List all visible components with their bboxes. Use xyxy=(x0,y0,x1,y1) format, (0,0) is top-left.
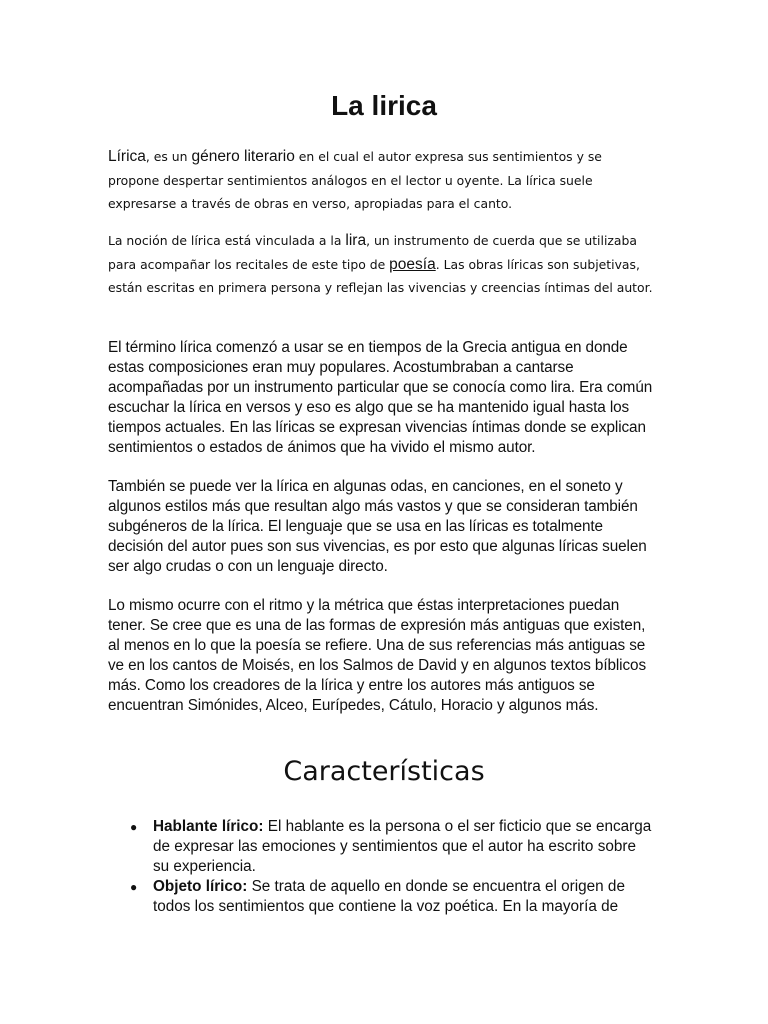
bullet-icon: ● xyxy=(130,820,138,834)
paragraph-origen: El término lírica comenzó a usar se en tiempos de la Grecia antigua en donde estas composiciones eran muy populares. Acostumbraban a cantarse acompañadas por un instrumento particular que se conocía como lira. Era común escuchar la lírica en versos y eso es algo que se ha mantenido igual hasta los tiempos actuales. En las líricas se expresan vivencias íntimas donde se explican sentimientos o estados de ánimos que ha vivido el mismo autor. xyxy=(108,339,653,456)
term-lirica: Lírica xyxy=(108,148,146,165)
link-poesia[interactable]: poesía xyxy=(389,255,436,273)
section-title-caracteristicas: Características xyxy=(283,756,485,787)
keyword-lira: lira xyxy=(345,232,367,249)
list-item-label: Hablante lírico: xyxy=(153,818,264,835)
paragraph-ritmo: Lo mismo ocurre con el ritmo y la métrica que éstas interpretaciones puedan tener. Se cree que es una de las formas de expresión más antiguas que existen, al menos en lo que la poesía se refiere. Una de sus referencias más antiguas se ve en los cantos de Moisés, en los Salmos de David y en algunos textos bíblicos más. Como los creadores de la lírica y entre los autores más antiguos se encuentran Simónides, Alceo, Eurípedes, Cátulo, Horacio y algunos más. xyxy=(108,597,646,714)
list-item xyxy=(108,817,656,877)
list-item xyxy=(108,877,656,917)
paragraph-definition xyxy=(108,145,656,216)
paragraph-text: , es un xyxy=(145,149,192,164)
paragraph-lira xyxy=(108,229,656,300)
paragraph-subgeneros: También se puede ver la lírica en algunas odas, en canciones, en el soneto y algunos estilos más que resultan algo más vastos y que se consideran también subgéneros de la lírica. El lenguaje que se usa en las líricas es totalmente decisión del autor pues son sus vivencias, es por esto que algunas líricas suelen ser algo crudas o con un lenguaje directo. xyxy=(108,478,647,575)
paragraph-text: en el cual el autor expresa sus sentimientos y se propone despertar sentimientos análogos en el lector u oyente. La lírica suele expresarse a través de obras en verso, apropiadas para el canto. xyxy=(108,149,602,211)
bullet-icon: ● xyxy=(130,880,138,894)
list-item-label: Objeto lírico: xyxy=(153,878,248,895)
paragraph-text: . Las obras líricas son subjetivas, están escritas en primera persona y reflejan las vivencias y creencias íntimas del autor. xyxy=(108,256,653,295)
characteristics-list xyxy=(108,817,656,917)
keyword-genero-literario: género literario xyxy=(191,148,295,165)
list-item-text: Se trata de aquello en donde se encuentra el origen de todos los sentimientos que contiene la voz poética. En la mayoría de xyxy=(153,878,625,915)
paragraph-text: La noción de lírica está vinculada a la xyxy=(108,233,346,248)
paragraph-text: , un instrumento de cuerda que se utilizaba para acompañar los recitales de este tipo de xyxy=(108,233,637,272)
page-title: La lirica xyxy=(331,90,437,121)
list-item-text: El hablante es la persona o el ser ficticio que se encarga de expresar las emociones y sentimientos que el autor ha escrito sobre su experiencia. xyxy=(153,818,652,875)
